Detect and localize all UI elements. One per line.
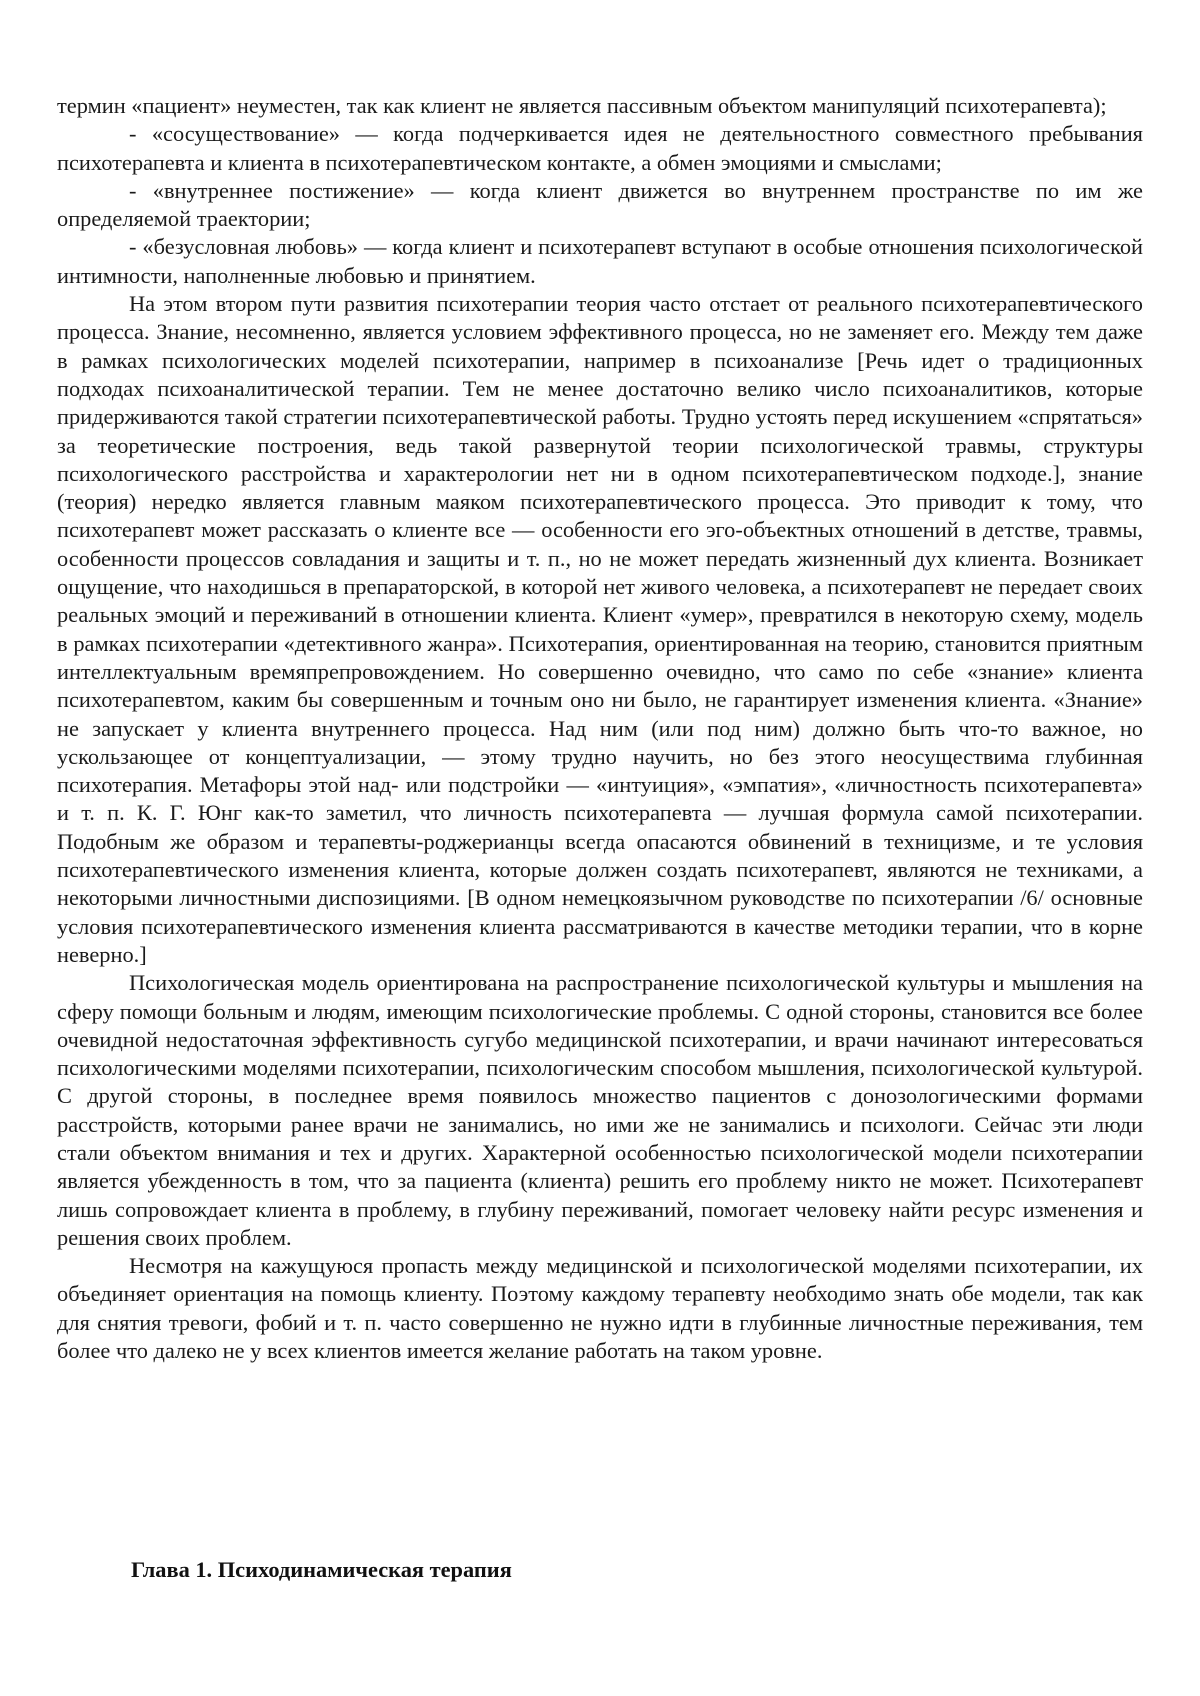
paragraph: термин «пациент» неуместен, так как клиент не является пассивным объектом манипуляций психотерапевта); (57, 93, 1107, 118)
document-body (57, 92, 1143, 1365)
paragraph: На этом втором пути развития психотерапии теория часто отстает от реального психотерапевтического процесса. Знание, несомненно, является условием эффективного процесса, но не заменяет его. Между тем даже в рамках психологических моделей психотерапии, например в психоанализе [Речь идет о традиционных подходах психоаналитической терапии. Тем не менее достаточно велико число психоаналитиков, которые придерживаются такой стратегии психотерапевтической работы. Трудно устоять перед искушением «спрятаться» за теоретические построения, ведь такой развернутой теории психологической травмы, структуры психологического расстройства и характерологии нет ни в одном психотерапевтическом подходе.], знание (теория) нередко является главным маяком психотерапевтического процесса. Это приводит к тому, что психотерапевт может рассказать о клиенте все — особенности его эго-объектных отношений в детстве, травмы, особенности процессов совладания и защиты и т. п., но не может передать жизненный дух клиента. Возникает ощущение, что находишься в препараторской, в которой нет живого человека, а психотерапевт не передает своих реальных эмоций и переживаний в отношении клиента. Клиент «умер», превратился в некоторую схему, модель в рамках психотерапии «детективного жанра». Психотерапия, ориентированная на теорию, становится приятным интеллектуальным времяпрепровождением. Но совершенно очевидно, что само по себе «знание» клиента психотерапевтом, каким бы совершенным и точным оно ни было, не гарантирует изменения клиента. «Знание» не запускает у клиента внутреннего процесса. Над ним (или под ним) должно быть что-то важное, но ускользающее от концептуализации, — этому трудно научить, но без этого неосуществима глубинная психотерапия. Метафоры этой над- или подстройки — «интуиция», «эмпатия», «личностность психотерапевта» и т. п. К. Г. Юнг как-то заметил, что личность психотерапевта — лучшая формула самой психотерапии. Подобным же образом и терапевты-роджерианцы всегда опасаются обвинений в техницизме, и те условия психотерапевтического изменения клиента, которые должен создать психотерапевт, являются не техниками, а некоторыми личностными диспозициями. [В одном немецкоязычном руководстве по психотерапии /6/ основные условия психотерапевтического изменения клиента рассматриваются в качестве методики терапии, что в корне неверно.] (57, 291, 1143, 967)
paragraph: Несмотря на кажущуюся пропасть между медицинской и психологической моделями психотерапии, их объединяет ориентация на помощь клиенту. Поэтому каждому терапевту необходимо знать обе модели, так как для снятия тревоги, фобий и т. п. часто совершенно не нужно идти в глубинные личностные переживания, тем более что далеко не у всех клиентов имеется желание работать на таком уровне. (57, 1253, 1143, 1364)
list-item: - «внутреннее постижение» — когда клиент движется во внутреннем пространстве по им же определяемой траектории; (57, 177, 1143, 232)
list-item: - «сосуществование» — когда подчеркивается идея не деятельностного совместного пребывания психотерапевта и клиента в психотерапевтическом контакте, а обмен эмоциями и смыслами; (57, 121, 1143, 175)
list-item: - «безусловная любовь» — когда клиент и психотерапевт вступают в особые отношения психологической интимности, наполненные любовью и принятием. (57, 234, 1143, 288)
paragraph: Психологическая модель ориентирована на распространение психологической культуры и мышления на сферу помощи больным и людям, имеющим психологические проблемы. С одной стороны, становится все более очевидной недостаточная эффективность сугубо медицинской психотерапии, и врачи начинают интересоваться психологическими моделями психотерапии, психологическим способом мышления, психологической культурой. С другой стороны, в последнее время появилось множество пациентов с донозологическими формами расстройств, которыми ранее врачи не занимались, но ими же не занимались и психологи. Сейчас эти люди стали объектом внимания и тех и других. Характерной особенностью психологической модели психотерапии является убежденность в том, что за пациента (клиента) решить его проблему никто не может. Психотерапевт лишь сопровождает клиента в проблему, в глубину переживаний, помогает человеку найти ресурс изменения и решения своих проблем. (57, 970, 1143, 1250)
chapter-heading: Глава 1. Психодинамическая терапия (131, 1557, 512, 1582)
